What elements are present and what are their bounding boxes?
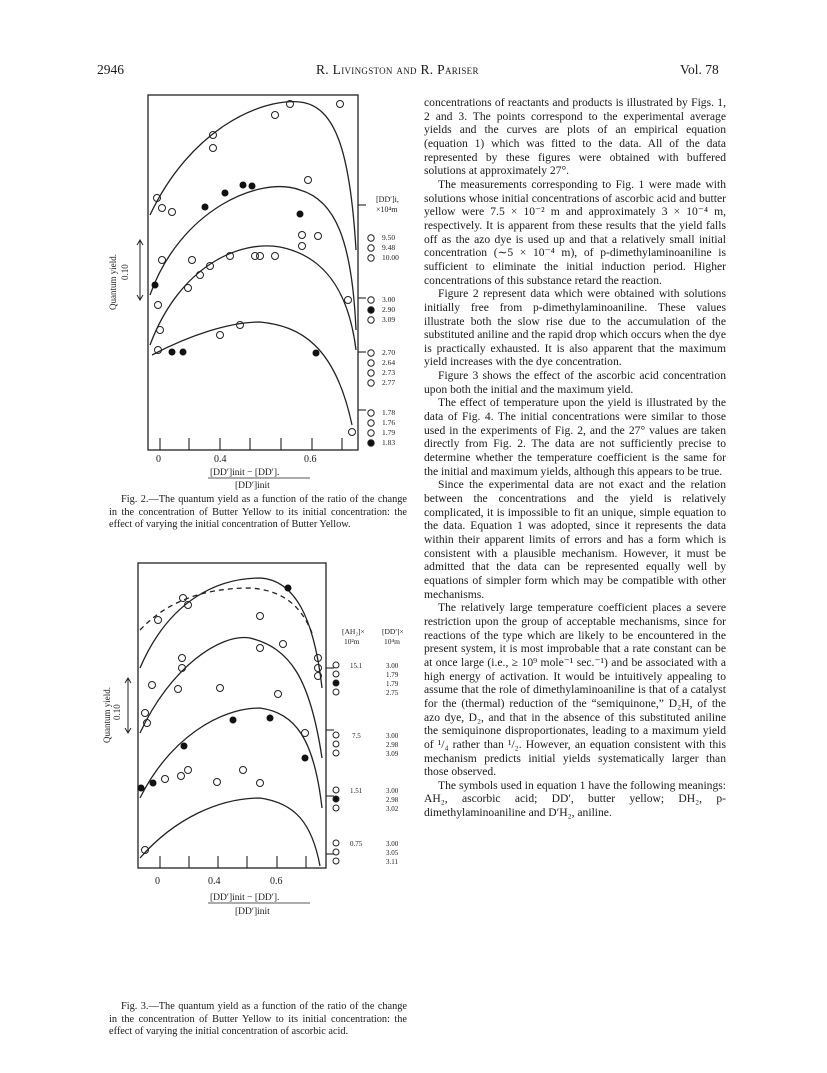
fig2-xlabel-numerator: [DD′]init − [DD′]. <box>210 468 280 478</box>
running-header-authors: R. Livingston and R. Pariser <box>316 62 479 77</box>
fig2-caption-text: Fig. 2.—The quantum yield as a function of the ratio of the change in the concentration of Butter Yellow to its initial concentration: the effect of varying the initial concentration of Butter Yellow. <box>109 494 407 531</box>
fig2-legend-symbols <box>368 235 374 446</box>
fig3-legend-value: 3.09 <box>386 750 399 758</box>
fig2-legend-value: 3.00 <box>382 295 396 304</box>
body-paragraph: Since the experimental data are not exact and the relation between the concentrations and the yield is relatively complicated, it is impossible to fit an unique, simple equation to the data. Equation 1 was adopted, since it represents the data within their apparent limits of errors and has a form which is consistent with a plausible mechanism. However, it must be admitted that the data can be represented equally well by equations of simpler form which may be compatible with other mechanisms. <box>424 478 726 601</box>
fig2-ylabel: Quantum yield. <box>108 254 118 310</box>
fig2-points <box>154 101 356 436</box>
fig3-legend-ah2: 1.51 <box>350 787 363 795</box>
fig2-xtick-2: 0.6 <box>304 454 317 465</box>
fig3-legend-header-right-2: 10⁴m <box>384 637 400 646</box>
fig2-legend-value: 2.73 <box>382 368 396 377</box>
body-paragraph: The measurements corresponding to Fig. 1 were made with solutions whose initial concentrations of ascorbic acid and butter yellow were 7.5 × 10⁻² m and approximately 3 × 10⁻⁴ m, respectively. It is apparent from these results that the yield falls off as the azo dye is used up and that a relatively small initial concentration (∼5 × 10⁻⁴ m), of p-dimethylaminoaniline is sufficient to eliminate the initial induction period. Higher concentrations of this substance retard the reaction. <box>424 177 726 287</box>
fig2-legend-header-1: [DD′]i, <box>376 195 399 204</box>
fig3-ytick-label: 0.10 <box>112 704 122 720</box>
fig2-legend-value: 1.78 <box>382 408 396 417</box>
fig3-legend-value: 3.00 <box>386 840 399 848</box>
fig2-ticks <box>160 205 366 450</box>
fig3-legend-value: 3.05 <box>386 849 399 857</box>
page-number: 2946 <box>97 62 124 77</box>
body-paragraph: Figure 3 shows the effect of the ascorbic acid concentration upon both the initial and the maximum yield. <box>424 369 726 396</box>
fig3-legend-value: 2.98 <box>386 796 399 804</box>
fig2-xtick-0: 0 <box>156 454 161 465</box>
fig3-legend-value: 3.00 <box>386 662 399 670</box>
fig3-legend-ah2: 0.75 <box>350 840 363 848</box>
fig3-caption <box>109 1001 407 1039</box>
fig2-legend-value: 9.48 <box>382 243 396 252</box>
fig2-legend-header-2: ×10⁴m <box>376 205 398 214</box>
fig2-legend-value: 9.50 <box>382 233 396 242</box>
fig3-xlabel-denominator: [DD′]init <box>235 907 270 917</box>
fig3-xtick-0: 0 <box>155 876 160 887</box>
volume-label: Vol. 78 <box>680 62 719 77</box>
fig2-legend-value: 1.79 <box>382 428 396 437</box>
fig3-legend-value: 3.11 <box>386 858 398 866</box>
fig3-legend <box>350 662 399 866</box>
body-paragraph: concentrations of reactants and products is illustrated by Figs. 1, 2 and 3. The points correspond to the experimental average yields and the curves are plots of an empirical equation (equation 1) which was fitted to the data. All of the data represented by these figures were obtained with buffered solutions at approximately 27°. <box>424 96 726 178</box>
fig3-xlabel-numerator: [DD′]init − [DD′]. <box>210 893 280 903</box>
fig2-legend-value: 2.77 <box>382 378 396 387</box>
fig3-legend-value: 1.79 <box>386 680 399 688</box>
fig2-legend <box>382 233 399 447</box>
fig2-ytick-arrow <box>137 240 143 300</box>
fig3-xtick-1: 0.4 <box>208 876 221 887</box>
figure-3 <box>100 558 420 933</box>
fig3-legend-value: 3.00 <box>386 787 399 795</box>
body-paragraph: The symbols used in equation 1 have the following meanings: AH₂, ascorbic acid; DD′, butter yellow; DH₂, p-dimethylaminoaniline and D′H₂, aniline. <box>424 778 726 820</box>
fig3-legend-value: 1.79 <box>386 671 399 679</box>
fig2-xlabel-denominator: [DD′]init <box>235 481 270 490</box>
fig3-legend-value: 3.02 <box>386 805 399 813</box>
fig2-legend-value: 3.09 <box>382 315 396 324</box>
body-paragraph: The effect of temperature upon the yield is illustrated by the data of Fig. 4. The initial concentrations were similar to those used in the experiments of Fig. 2, and the 27° values are taken directly from Fig. 2. The data are not sufficiently precise to determine whether the temperature coefficient is the same for the initial and maximum yields, although this appears to be true. <box>424 396 726 478</box>
fig3-legend-value: 3.00 <box>386 732 399 740</box>
fig3-ytick-arrow <box>125 678 131 733</box>
fig3-legend-header-left-2: 10²m <box>344 637 360 646</box>
fig2-ytick-label: 0.10 <box>120 264 130 280</box>
fig2-xtick-1: 0.4 <box>214 454 227 465</box>
fig2-curves <box>150 102 356 425</box>
fig2-legend-value: 1.83 <box>382 438 396 447</box>
body-paragraph: The relatively large temperature coefficient places a severe restriction upon the group of acceptable mechanisms, since for reactions of the type which are likely to be encountered in the present system, it is most improbable that a rate constant can be at once large (i.e., ≥ 10⁹ mole⁻¹ sec.⁻¹) and be associated with a high energy of activation. It would be intuitively appealing to assume that the role of dimethylaminoaniline is that of a catalyst for the (thermal) reduction of the “semiquinone,” D₂H, of the azo dye, D₂, and that in the absence of this substituted aniline the semiquinone disproportionates, leading to a maximum yield of ¹/₄ rather than ¹/₂. However, an equation consistent with this mechanism predicts initial yields systematically larger than those observed. <box>424 601 726 779</box>
fig2-caption <box>109 494 407 532</box>
fig2-filled-points <box>152 182 320 357</box>
fig3-legend-ah2: 7.5 <box>352 732 361 740</box>
figure-2 <box>100 90 420 490</box>
fig3-legend-header-right-1: [DD′]× <box>382 627 404 636</box>
body-text-column <box>424 96 726 820</box>
fig3-legend-value: 2.98 <box>386 741 399 749</box>
fig3-legend-symbols <box>333 662 339 864</box>
body-paragraph: Figure 2 represent data which were obtained with solutions initially free from p-dimethylaminoaniline. These values illustrate both the slow rise due to the accumulation of the substituted aniline and the rapid drop which occurs when the dye is practically exhausted. It is also apparent that the maximum yield increases with the dye concentration. <box>424 287 726 369</box>
fig2-legend-value: 2.64 <box>382 358 396 367</box>
fig2-legend-value: 10.00 <box>382 253 399 262</box>
fig2-legend-value: 2.70 <box>382 348 396 357</box>
fig2-legend-value: 1.76 <box>382 418 396 427</box>
fig3-legend-value: 2.75 <box>386 689 399 697</box>
fig3-caption-text: Fig. 3.—The quantum yield as a function of the ratio of the change in the concentration of Butter Yellow to its initial concentration: the effect of varying the initial concentration of ascorbic acid. <box>109 1001 407 1038</box>
fig3-points <box>142 595 322 854</box>
fig3-ylabel: Quantum yield. <box>102 687 112 743</box>
fig2-legend-value: 2.90 <box>382 305 396 314</box>
fig3-legend-header-left-1: [AH₂]× <box>342 627 365 636</box>
fig3-xtick-2: 0.6 <box>270 876 283 887</box>
fig3-legend-ah2: 15.1 <box>350 662 363 670</box>
